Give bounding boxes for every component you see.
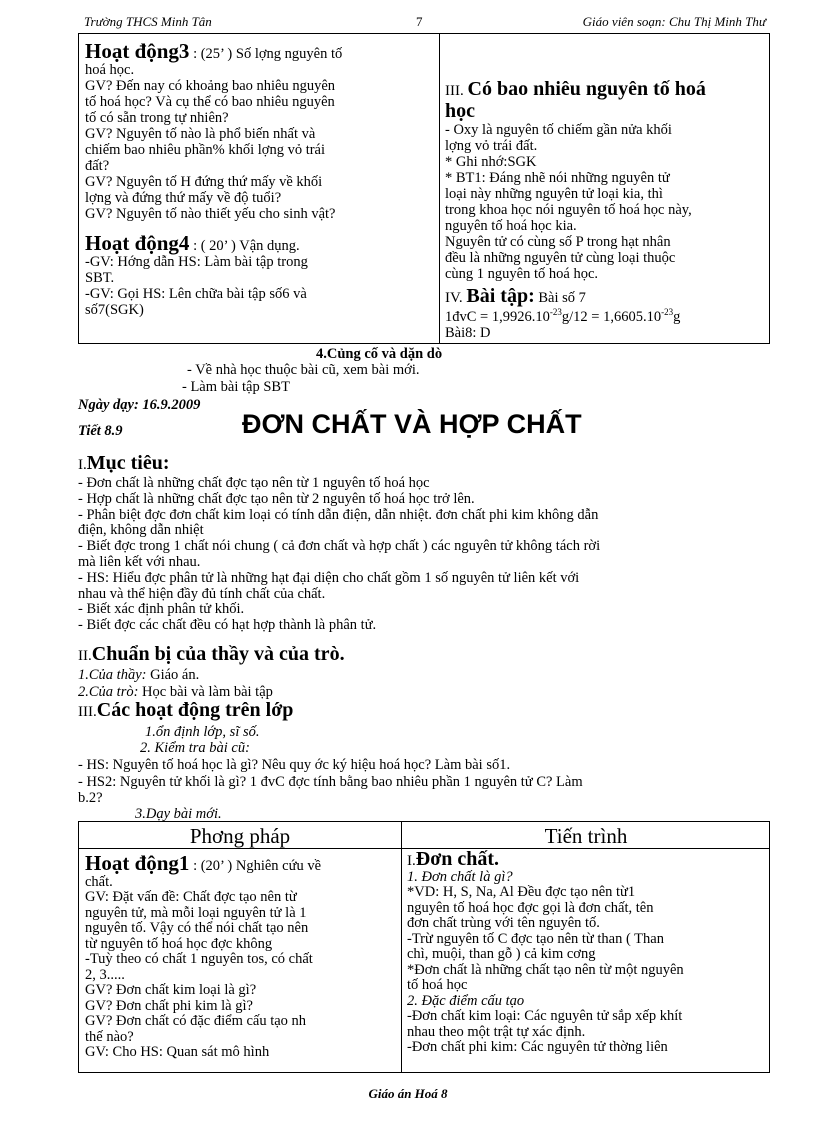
text-line: tố hoá học? Và cụ thể có bao nhiêu nguyên [85,94,335,110]
page-number: 7 [416,14,423,29]
subsection-1: 1. Đơn chất là gì? [407,868,513,885]
text-line: * Ghi nhớ:SGK [445,154,537,170]
section3-prefix: III. [445,83,468,99]
activity3-subtitle: : (25’ ) Số lợng nguyên tố [189,46,343,62]
check-question-1: - HS: Nguyên tố hoá học là gì? Nêu quy ớc ký hiệu hoá học? Làm bài số1. [78,757,511,773]
text-line: nguyên tố hoá học đợc gọi là đơn chất, tên [407,899,654,916]
section-title: Các hoạt động trên lớp [96,699,294,721]
formula-exponent: -23 [661,307,674,318]
text-line: chì, muội, than gỗ ) cả kim cơng [407,946,596,962]
text-line: GV? Nguyên tố nào là phổ biến nhất và [85,126,316,142]
text-line: -Đơn chất phi kim: Các nguyên tử thờng liên [407,1039,668,1055]
text-line: GV: Cho HS: Quan sát mô hình [85,1044,270,1060]
activity-step-2: 2. Kiểm tra bài cũ: [140,740,250,756]
table-divider [439,34,440,343]
bottom-lesson-table [78,821,770,1073]
activity1-title: Hoạt động1 [85,851,190,875]
lesson-period: Tiết 8.9 [78,423,123,439]
lesson-date: Ngày dạy: 16.9.2009 [78,397,201,413]
section-number: II. [78,648,92,664]
activity3-title: Hoạt động3 [85,39,190,63]
page-header [78,8,770,34]
column-header-progress: Tiến trình [544,824,628,848]
section4-rest: Bài số 7 [534,290,586,306]
text-line: -Trừ nguyên tố C đợc tạo nên từ than ( Than [407,930,664,947]
text-line: *Đơn chất là những chất tạo nên từ một nguyên [407,961,684,978]
formula-part: g [673,309,681,325]
section3-title-cont: học [445,100,475,122]
text-line: nhau theo một trật tự xác định. [407,1023,586,1040]
text-line: * BT1: Đáng nhẽ nói những nguyên tử [445,170,670,186]
activity-step-3: 3.Dạy bài mới. [135,806,222,822]
top-table-progress-column [445,78,765,341]
lesson-title: ĐƠN CHẤT VÀ HỢP CHẤT [242,409,582,439]
text-line: GV? Nguyên tố H đứng thứ mấy về khối [85,174,323,190]
text-line: GV? Đơn chất kim loại là gì? [85,982,257,998]
text-line: loại này những nguyên tử loại kia, thì [445,186,663,202]
activity4-title: Hoạt động4 [85,231,190,255]
objective-line: - Biết đợc các chất đều có hạt hợp thành là phân tử. [78,617,377,634]
consolidation-line-2: - Làm bài tập SBT [182,379,290,395]
text-line: đơn chất trùng với tên nguyên tố. [407,915,600,931]
text-line: -Tuỳ theo có chất 1 nguyên tos, có chất [85,951,313,967]
text-line: chiếm bao nhiêu phần% khối lợng vỏ trái [85,142,326,158]
label: 1.Của thầy: [78,667,147,683]
text-line: từ nguyên tố hoá học đợc không [85,935,273,952]
objectives-heading [78,452,170,474]
text-line: -GV: Gọi HS: Lên chữa bài tập số6 và [85,286,307,302]
activity4-subtitle: : ( 20’ ) Vận dụng. [189,238,300,254]
preparation-student [78,684,273,700]
school-name: Trường THCS Minh Tân [84,14,212,29]
preparation-teacher [78,667,199,683]
section-number: I. [407,853,416,869]
text-line: hoá học. [85,62,135,78]
text-line: GV? Đơn chất có đặc điểm cấu tạo nh [85,1013,307,1029]
section-title: Mục tiêu: [86,452,170,474]
formula-line [445,309,765,325]
text-line: chất. [85,873,113,890]
formula-part: g/12 = 1,6605.10 [561,309,662,325]
bottom-table-progress-column [407,848,767,1056]
top-lesson-table [78,34,770,344]
objective-line: - Hợp chất là những chất đợc tạo nên từ 2 nguyên tố hoá học trở lên. [78,490,475,507]
section3-title: Có bao nhiêu nguyên tố hoá [467,78,706,100]
text-line: *VD: H, S, Na, Al Đều đợc tạo nên từ1 [407,884,636,900]
consolidation-line-1: - Về nhà học thuộc bài cũ, xem bài mới. [187,362,420,378]
text-line: GV? Nguyên tố nào thiết yếu cho sinh vật? [85,206,336,222]
text-line: lợng và đứng thứ mấy về độ tuổi? [85,190,282,206]
teacher-name: Giáo viên soạn: Chu Thị Minh Thư [582,14,766,29]
text-line: lợng vỏ trái đất. [445,138,538,154]
top-table-method-column [85,40,435,318]
value: Giáo án. [146,667,200,683]
text-line: Nguyên tử có cùng số P trong hạt nhân [445,234,671,250]
label: 2.Của trò: [78,684,139,700]
bai8-line: Bài8: D [445,325,491,341]
check-question-2-cont: b.2? [78,790,103,806]
text-line: GV? Đơn chất phi kim là gì? [85,997,253,1014]
text-line: nguyên tố. Vậy có thể nói chất tạo nên [85,920,309,936]
text-line: - Oxy là nguyên tố chiếm gần nửa khối [445,122,672,138]
text-line: SBT. [85,270,115,286]
column-header-method: Phơng pháp [189,824,291,848]
subsection-2: 2. Đặc điểm cấu tạo [407,992,525,1009]
consolidation-title: 4.Củng cố và dặn dò [316,346,443,362]
objective-line: nhau và thể hiện đầy đủ tính chất của chất. [78,585,326,602]
text-line: 2, 3..... [85,966,125,983]
objective-line: - Biết đợc trong 1 chất nói chung ( cả đơn chất và hợp chất ) các nguyên tử không tách rời [78,538,601,555]
text-line: -Đơn chất kim loại: Các nguyên tử sắp xếp khít [407,1008,683,1024]
text-line: cùng 1 nguyên tố hoá học. [445,266,599,282]
objective-line: mà liên kết với nhau. [78,553,201,570]
text-line: tố có sẵn trong tự nhiên? [85,110,229,126]
objectives-list [78,476,600,634]
check-question-2: - HS2: Nguyên tử khối là gì? 1 đvC đợc tính bằng bao nhiêu phần 1 nguyên tử C? Làm [78,774,583,790]
objective-line: - Đơn chất là những chất đợc tạo nên từ 1 nguyên tố hoá học [78,475,430,491]
bottom-table-method-column [85,852,397,1061]
section-title: Đơn chất. [415,848,500,870]
objective-line: - HS: Hiểu đợc phân tử là những hạt đại diện cho chất gồm 1 số nguyên tử liên kết với [78,569,580,586]
section-title: Chuẩn bị của thầy và của trò. [91,643,345,665]
text-line: đều là những nguyên tử cùng loại thuộc [445,250,676,266]
activities-heading [78,699,294,721]
activity1-subtitle: : (20’ ) Nghiên cứu về [189,858,322,874]
text-line: số7(SGK) [85,302,144,318]
section4-prefix: IV. [445,290,467,306]
activity-step-1: 1.ổn định lớp, sĩ số. [145,724,260,740]
table-divider [401,822,402,1072]
section-number: III. [78,704,97,720]
section4-title: Bài tập: [466,285,535,307]
text-line: tố hoá học [407,977,468,993]
text-line: GV? Đến nay có khoảng bao nhiêu nguyên [85,78,336,94]
text-line: đất? [85,158,110,174]
text-line: trong khoa học nói nguyên tố hoá học này, [445,202,692,218]
formula-part: 1đvC = 1,9926.10 [445,309,550,325]
objective-line: - Phân biệt đợc đơn chất kim loại có tính dẫn điện, dẫn nhiệt. đơn chất phi kim không dẫn [78,506,599,523]
text-line: nguyên tố hoá học kia. [445,218,577,234]
objective-line: - Biết xác định phân tử khối. [78,601,245,618]
section-number: I. [78,457,87,473]
value: Học bài và làm bài tập [138,684,273,700]
preparation-heading [78,643,345,665]
text-line: GV: Đặt vấn đề: Chất đợc tạo nên từ [85,889,297,905]
text-line: nguyên tử, mà mỗi loại nguyên tử là 1 [85,904,307,921]
objective-line: điện, không dẫn nhiệt [78,522,204,539]
page-footer: Giáo án Hoá 8 [368,1086,448,1101]
formula-exponent: -23 [549,307,562,318]
text-line: thế nào? [85,1028,134,1045]
text-line: -GV: Hớng dẫn HS: Làm bài tập trong [85,254,308,270]
